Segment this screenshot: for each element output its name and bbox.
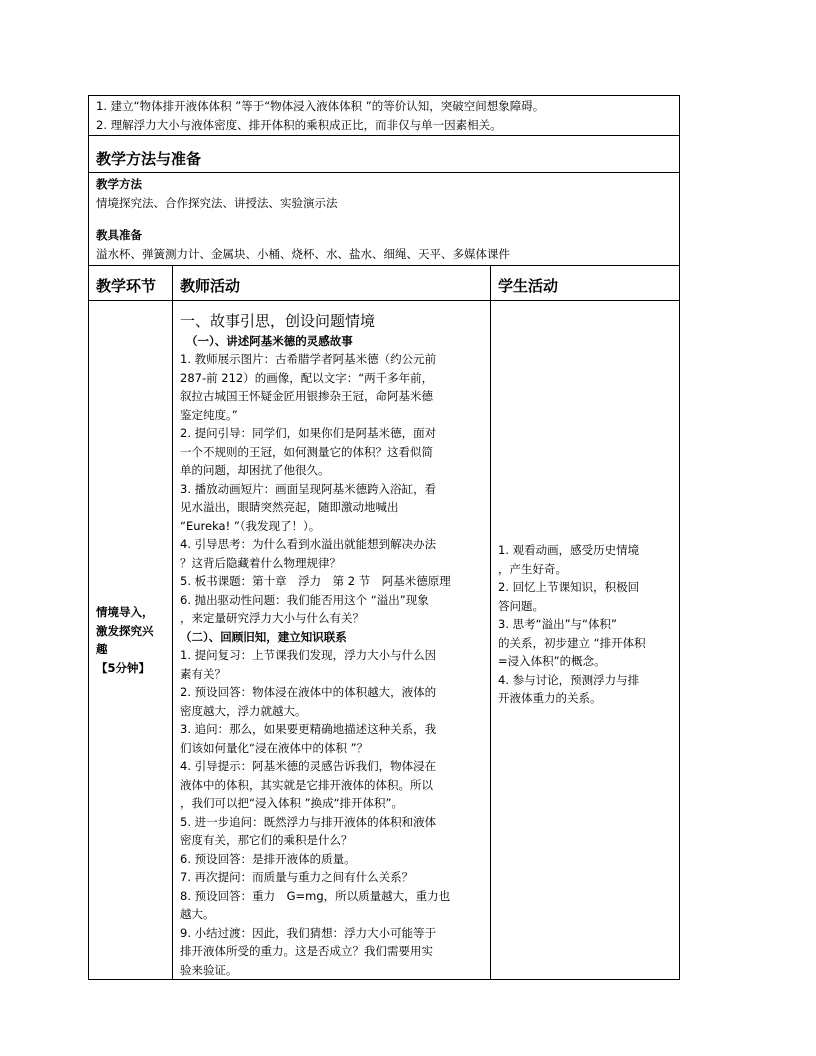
teacher-activity-line: 1. 提问复习：上节课我们发现，浮力大小与什么因 <box>180 648 437 662</box>
teacher-activity-line: 排开液体所受的重力。这是否成立？我们需要用实 <box>180 944 433 958</box>
teacher-activity-line: 4. 引导思考：为什么看到水溢出就能想到解决办法 <box>180 537 437 551</box>
teacher-activity-line: 5. 进一步追问：既然浮力与排开液体的体积和液体 <box>180 814 437 829</box>
student-activity-line: 的关系，初步建立 “排开体积 <box>498 635 646 650</box>
student-activity-line: ，产生好奇。 <box>498 561 567 576</box>
header-teacher: 教师活动 <box>180 277 241 295</box>
stage-time: 【5分钟】 <box>96 660 151 675</box>
teacher-activity-line: “Eureka! ”（我发现了！）。 <box>180 518 321 533</box>
lesson-plan-document <box>88 95 679 980</box>
teacher-activity-line: 一个不规则的王冠，如何测量它的体积？这看似简 <box>180 444 433 459</box>
teacher-activity-line: 单的问题，却困扰了他很久。 <box>180 463 330 477</box>
teacher-activity-line: 见水溢出，眼睛突然亮起，随即激动地喊出 <box>180 500 399 514</box>
student-activity-line: 4. 参与讨论，预测浮力与排 <box>498 672 640 687</box>
methods-title-row <box>89 136 680 173</box>
student-activity-line: 答问题。 <box>498 598 544 613</box>
stage-name-line: 趣 <box>96 642 108 656</box>
teacher-activity-line: 3. 追问：那么，如果要更精确地描述这种关系，我 <box>180 722 437 736</box>
stage-cell <box>89 301 173 980</box>
teacher-activity-line: 1. 教师展示图片：古希腊学者阿基米德（约公元前 <box>180 352 437 366</box>
teacher-activity-line: 2. 预设回答：物体浸在液体中的体积越大，液体的 <box>180 685 437 699</box>
student-activity-cell <box>491 301 680 980</box>
student-activity-line: =浸入体积”的概念。 <box>498 654 606 668</box>
goals-cell <box>89 96 680 136</box>
methods-section-title: 教学方法与准备 <box>96 150 202 168</box>
methods-label: 教学方法 <box>96 177 142 191</box>
teacher-activity-line: 6. 预设回答：是排开液体的质量。 <box>180 851 356 866</box>
student-activity-line: 3. 思考“溢出”与“体积” <box>498 617 617 631</box>
teacher-activity-cell <box>173 301 491 980</box>
teacher-activity-line: 5. 板书课题：第十章 浮力 第 2 节 阿基米德原理 <box>180 574 451 588</box>
teacher-activity-line: ，我们可以把“浸入体积 ”换成“排开体积”。 <box>180 796 403 810</box>
teacher-activity-line: 鉴定纯度。” <box>180 407 238 422</box>
header-stage-cell <box>89 266 173 301</box>
spacer <box>96 212 675 226</box>
student-activity-line: 开液体重力的关系。 <box>498 691 602 705</box>
teacher-activity-line: 287-前 212）的画像，配以文字：“两千多年前， <box>180 370 434 385</box>
teacher-activity-line: 8. 预设回答：重力 G=mg，所以质量越大，重力也 <box>180 888 451 903</box>
teacher-sub1-title: （一）、讲述阿基米德的灵感故事 <box>186 334 353 348</box>
teacher-activity-line: 验来验证。 <box>180 962 238 977</box>
methods-text: 情境探究法、合作探究法、讲授法、实验演示法 <box>96 195 338 210</box>
table-header-row <box>89 266 680 301</box>
tools-label: 教具准备 <box>96 228 142 242</box>
stage-row <box>89 301 680 980</box>
header-student: 学生活动 <box>498 277 559 295</box>
teacher-activity-line: ，来定量研究浮力大小与什么有关？ <box>180 611 364 625</box>
teacher-activity-line: 液体中的体积，其实就是它排开液体的体积。所以 <box>180 777 433 792</box>
teacher-activity-line: 3. 播放动画短片：画面呈现阿基米德跨入浴缸，看 <box>180 481 437 496</box>
teacher-activity-line: 密度有关，那它们的乘积是什么？ <box>180 833 353 847</box>
stage-name-line: 激发探究兴 <box>96 623 154 638</box>
lesson-plan-table <box>88 95 680 980</box>
teacher-activity-line: 素有关？ <box>180 666 226 681</box>
teacher-activity-line: 7. 再次提问：而质量与重力之间有什么关系？ <box>180 870 414 884</box>
teacher-activity-line: ？这背后隐藏着什么物理规律？ <box>180 555 341 570</box>
header-teacher-cell <box>173 266 491 301</box>
methods-title-cell <box>89 136 680 173</box>
teacher-activity-line: 越大。 <box>180 907 215 921</box>
goal-item: 2. 理解浮力大小与液体密度、排开体积的乘积成正比，而非仅与单一因素相关。 <box>96 117 502 132</box>
header-stage: 教学环节 <box>96 277 157 295</box>
goal-item: 1. 建立“物体排开液体体积 ”等于“物体浸入液体体积 ”的等价认知，突破空间想象障碍。 <box>96 99 545 113</box>
teacher-activity-line: 叙拉古城国王怀疑金匠用银掺杂王冠，命阿基米德 <box>180 389 433 403</box>
goals-row <box>89 96 680 136</box>
teacher-sub2-title: （二）、回顾旧知，建立知识联系 <box>180 629 347 644</box>
student-activity-line: 1. 观看动画，感受历史情境 <box>498 543 640 557</box>
teacher-sub1-list <box>180 350 486 628</box>
teacher-section-title: 一、故事引思，创设问题情境 <box>180 312 376 330</box>
student-activity-line: 2. 回忆上节课知识，积极回 <box>498 580 640 594</box>
methods-content-row <box>89 173 680 266</box>
teacher-sub2-list <box>180 646 486 979</box>
teacher-activity-line: 6. 抛出驱动性问题：我们能否用这个 “溢出”现象 <box>180 592 429 607</box>
teacher-activity-line: 们该如何量化“浸在液体中的体积 ”？ <box>180 740 369 755</box>
header-student-cell <box>491 266 680 301</box>
student-activity-list <box>498 541 675 708</box>
teacher-activity-line: 4. 引导提示：阿基米德的灵感告诉我们，物体浸在 <box>180 759 437 773</box>
teacher-activity-line: 2. 提问引导：同学们，如果你们是阿基米德，面对 <box>180 426 437 440</box>
methods-content-cell <box>89 173 680 266</box>
teacher-activity-line: 9. 小结过渡：因此，我们猜想：浮力大小可能等于 <box>180 925 437 940</box>
teacher-activity-line: 密度越大，浮力就越大。 <box>180 703 307 718</box>
stage-name-line: 情境导入， <box>96 605 154 619</box>
tools-text: 溢水杯、弹簧测力计、金属块、小桶、烧杯、水、盐水、细绳、天平、多媒体课件 <box>96 246 510 261</box>
